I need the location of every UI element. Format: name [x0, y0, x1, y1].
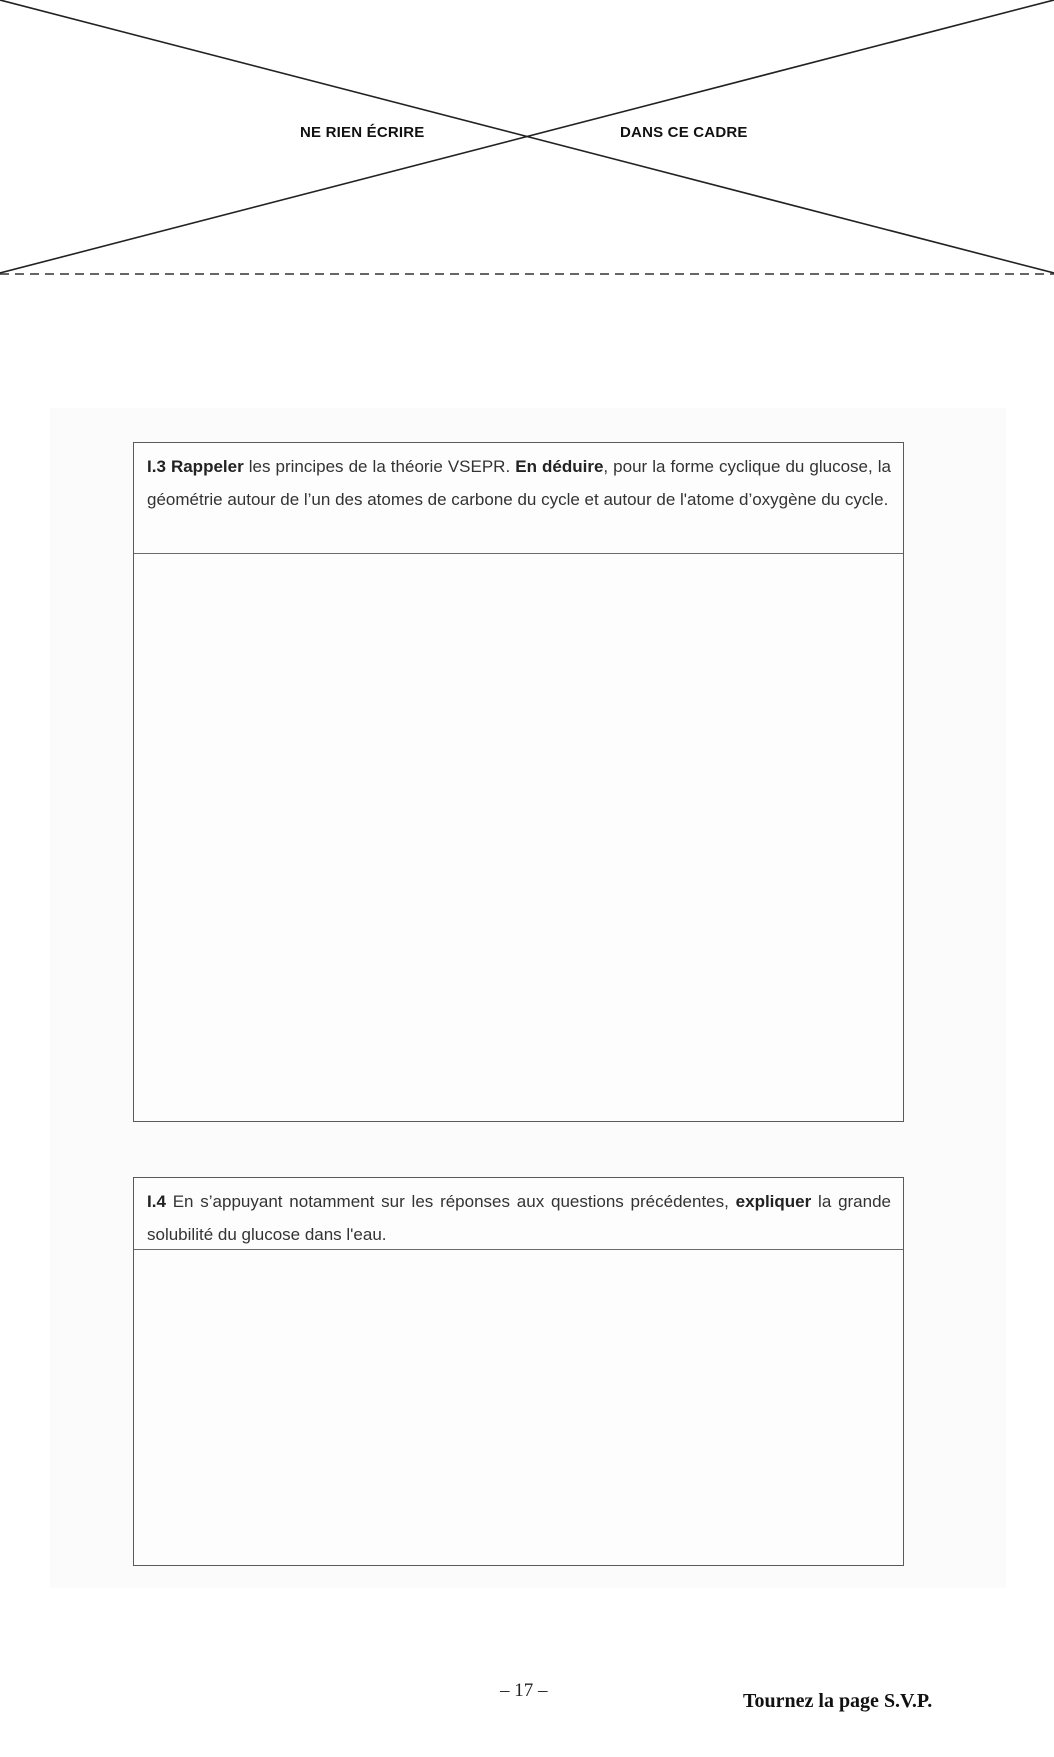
frame-text-right: DANS CE CADRE — [620, 124, 748, 141]
question-number-i4: I.4 — [147, 1192, 166, 1211]
question-verb-expliquer: expliquer — [735, 1192, 812, 1211]
question-verb-rappeler: Rappeler — [170, 457, 244, 476]
frame-text-left: NE RIEN ÉCRIRE — [300, 124, 425, 141]
do-not-write-frame — [0, 0, 1054, 278]
question-text-segment: les principes de la théorie VSEPR. — [243, 457, 516, 476]
question-prompt-i4 — [134, 1178, 903, 1250]
question-text-segment: la grande solubilité du glucose dans l'eau. — [147, 1192, 891, 1244]
page-number: – 17 – — [500, 1680, 548, 1701]
question-number-i3: I.3 — [147, 457, 171, 476]
question-box-i4 — [133, 1177, 904, 1566]
question-verb-en-deduire: En déduire — [515, 457, 604, 476]
question-box-i3 — [133, 442, 904, 1122]
answer-area-i4[interactable] — [134, 1250, 903, 1564]
frame-cross-lines — [0, 0, 1054, 278]
turn-page-note: Tournez la page S.V.P. — [743, 1690, 933, 1712]
question-text-segment: En s’appuyant notamment sur les réponses aux questions précédentes, — [165, 1192, 736, 1211]
question-text-segment: , pour la forme cyclique du glucose, la géométrie autour de l’un des atomes de carbone du cycle et autour de l'atome d’oxygène du cycle. — [147, 457, 892, 509]
question-prompt-i3 — [134, 443, 903, 554]
answer-area-i3[interactable] — [134, 554, 903, 1120]
